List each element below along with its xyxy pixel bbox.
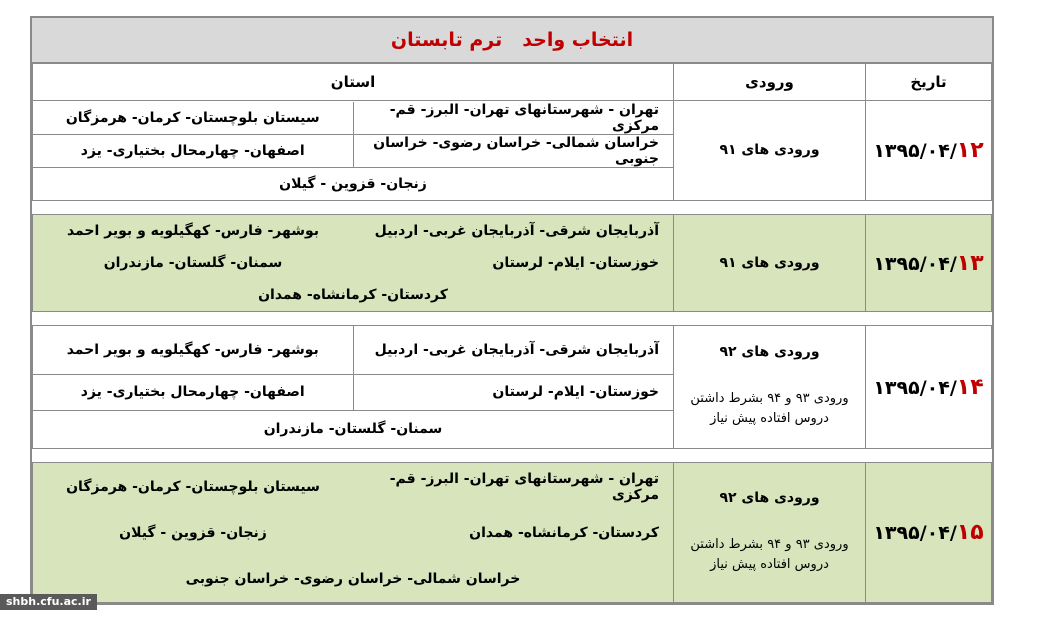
date-cell: ۱۳۹۵/۰۴/۱۴: [866, 326, 992, 449]
table-row: [33, 215, 992, 312]
province-group: آذربایجان شرقی- آذربایجان غربی- اردبیل: [353, 326, 673, 374]
province-group: بوشهر- فارس- کهگیلویه و بویر احمد: [33, 215, 353, 247]
entry-note-line-1: ورودی ۹۳ و ۹۴ بشرط داشتن: [690, 391, 849, 407]
province-group: کردستان- کرمانشاه- همدان: [33, 279, 673, 311]
province-group: خوزستان- ایلام- لرستان: [353, 374, 673, 410]
title-part-2: ترم تابستان: [390, 29, 503, 51]
province-group: زنجان- قزوین - گیلان: [33, 167, 673, 200]
entry-note: [674, 391, 865, 428]
entry-note: [674, 537, 865, 574]
entry-main: ورودی های ۹۱: [719, 254, 820, 271]
page-title: [32, 18, 992, 63]
table-row: [33, 101, 992, 201]
province-grid: [33, 215, 673, 311]
province-group: بوشهر- فارس- کهگیلویه و بویر احمد: [66, 341, 319, 358]
table-row: [33, 463, 992, 603]
province-group: خراسان شمالی- خراسان رضوی- خراسان جنوبی: [33, 556, 673, 602]
header-row: [33, 64, 992, 101]
province-grid: [33, 326, 673, 448]
entry-cell: [674, 463, 866, 603]
column-header-date: تاریخ: [866, 64, 992, 101]
column-header-entry: ورودی: [674, 64, 866, 101]
province-group: سمنان- گلستان- مازندران: [33, 410, 673, 448]
province-group: سیستان بلوچستان- کرمان- هرمزگان: [65, 109, 320, 126]
entry-note-line-1: ورودی ۹۳ و ۹۴ بشرط داشتن: [690, 536, 849, 552]
province-cell: [33, 101, 674, 201]
province-cell: [33, 463, 674, 603]
date-cell: ۱۳۹۵/۰۴/۱۵: [866, 463, 992, 603]
province-cell: [33, 215, 674, 312]
entry-note-line-2: دروس افتاده پیش نیاز: [710, 411, 829, 427]
entry-main: ورودی های ۹۲: [719, 489, 820, 506]
date-cell: ۱۳۹۵/۰۴/۱۳: [866, 215, 992, 312]
date-day: ۱۲: [956, 138, 984, 163]
entry-main: ورودی های ۹۱: [719, 142, 820, 159]
province-group: تهران - شهرستانهای تهران- البرز- قم- مرکزی: [353, 102, 673, 135]
province-grid: [33, 102, 673, 200]
title-part-1: انتخاب واحد: [522, 29, 634, 51]
table-row: [33, 326, 992, 449]
date-day: ۱۵: [956, 520, 984, 545]
schedule-sheet: [30, 16, 994, 605]
province-grid: [33, 464, 673, 602]
date-day: ۱۳: [956, 250, 984, 276]
column-header-province: استان: [33, 64, 674, 101]
province-group: تهران - شهرستانهای تهران- البرز- قم- مرکزی: [353, 464, 673, 510]
entry-cell: [674, 215, 866, 312]
entry-main: ورودی های ۹۲: [719, 344, 820, 361]
province-group: خراسان شمالی- خراسان رضوی- خراسان جنوبی: [353, 134, 673, 167]
watermark-badge: shbh.cfu.ac.ir: [0, 594, 97, 610]
entry-note-line-2: دروس افتاده پیش نیاز: [710, 556, 829, 572]
province-group: کردستان- کرمانشاه- همدان: [353, 510, 673, 556]
province-group: اصفهان- چهارمحال بختیاری- یزد: [33, 374, 353, 410]
province-group: زنجان- قزوین - گیلان: [33, 510, 353, 556]
entry-cell: [674, 326, 866, 449]
date-day: ۱۴: [956, 374, 984, 400]
province-cell: [33, 326, 674, 449]
province-group: سمنان- گلستان- مازندران: [33, 247, 353, 279]
date-cell: ۱۳۹۵/۰۴/۱۲: [866, 101, 992, 201]
province-group: سیستان بلوچستان- کرمان- هرمزگان: [33, 464, 353, 510]
province-group: خوزستان- ایلام- لرستان: [353, 247, 673, 279]
entry-cell: [674, 101, 866, 201]
province-group: اصفهان- چهارمحال بختیاری- یزد: [33, 134, 353, 167]
schedule-table: [32, 63, 992, 603]
province-group: آذربایجان شرقی- آذربایجان غربی- اردبیل: [353, 215, 673, 247]
